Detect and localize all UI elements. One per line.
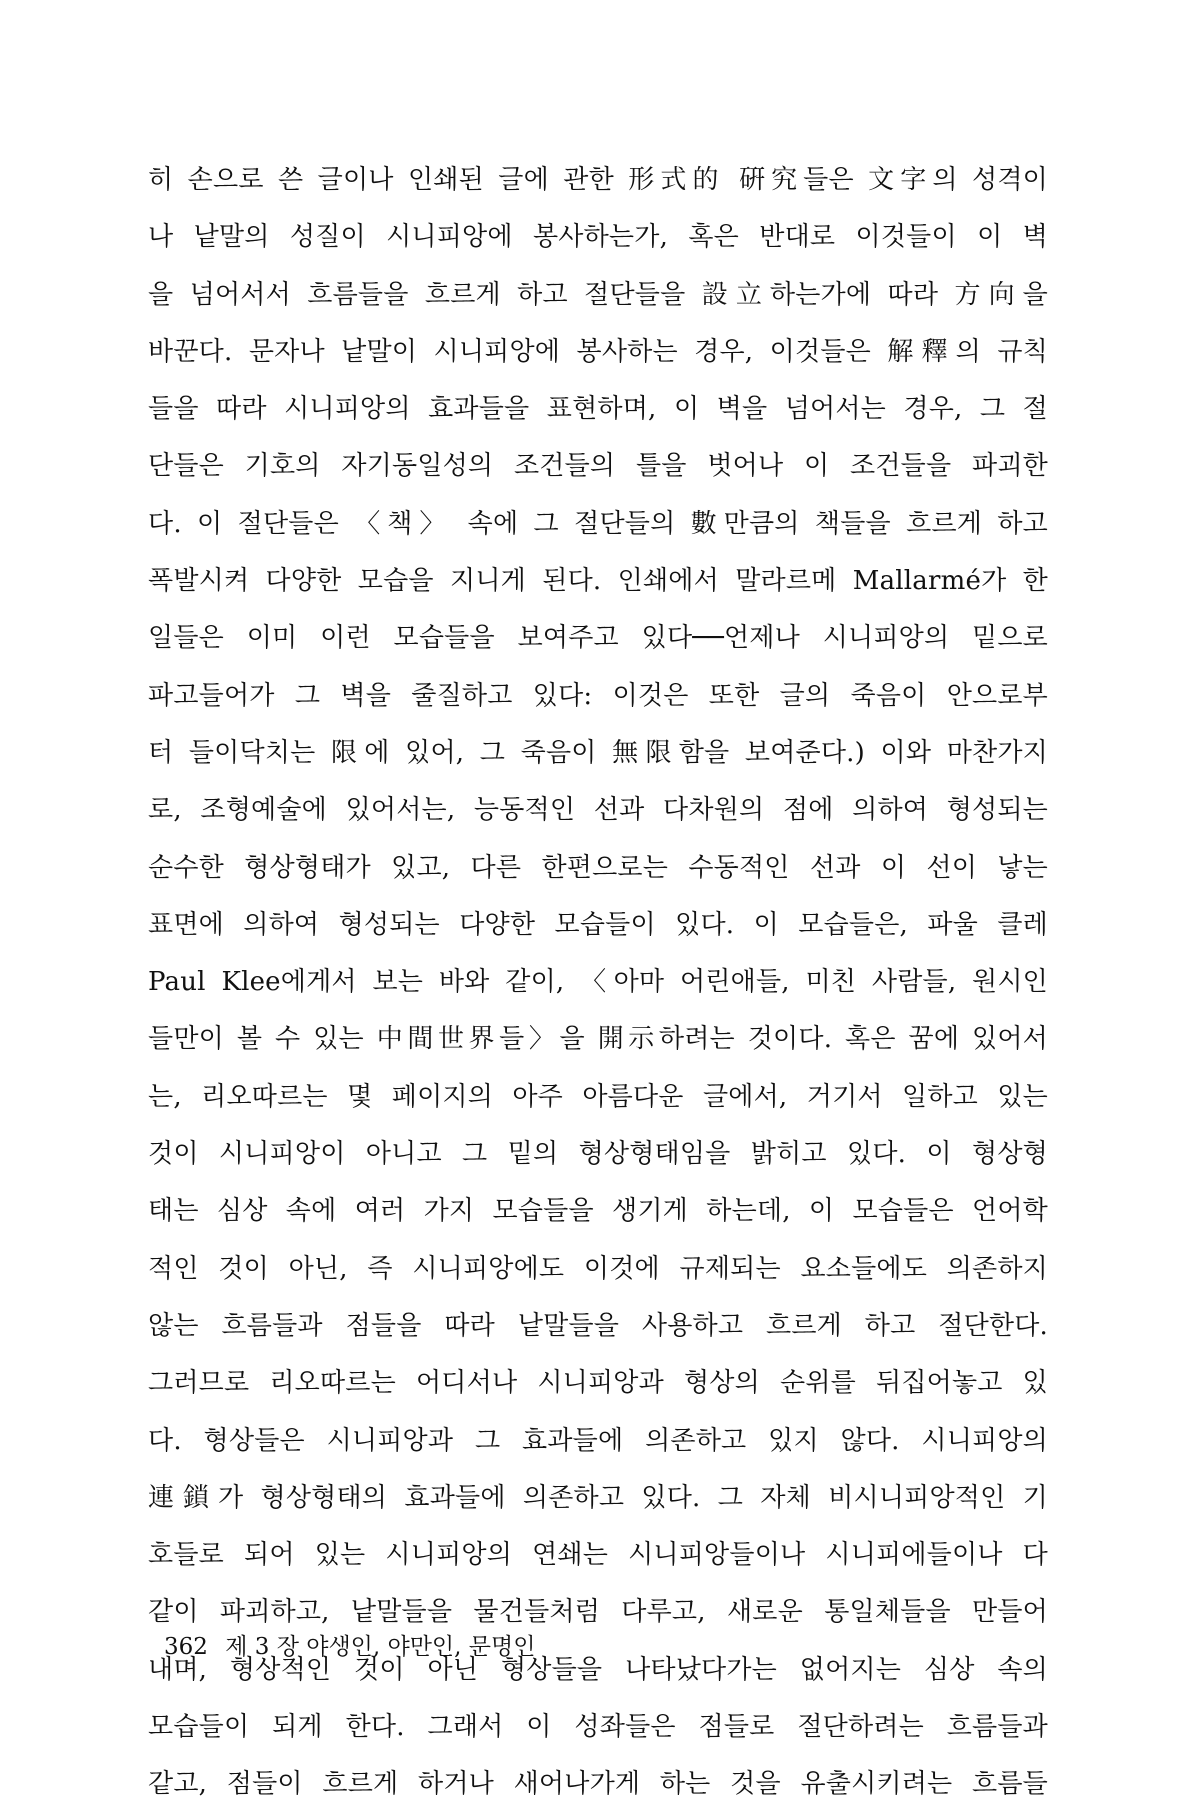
text-line: 들을 따라 시니피앙의 효과들을 표현하며, 이 벽을 넘어서는 경우, 그 절 — [148, 394, 1048, 425]
page-footer — [164, 1632, 535, 1662]
text-line: 다. 이 절단들은 〈책〉 속에 그 절단들의 數만큼의 책들을 흐르게 하고 — [148, 508, 1048, 539]
text-line: Paul Klee에게서 보는 바와 같이, 〈아마 어린애들, 미친 사람들, 원시인 — [148, 967, 1048, 998]
text-line: 나 낱말의 성질이 시니피앙에 봉사하는가, 혹은 반대로 이것들이 이 벽 — [148, 222, 1048, 253]
text-line: 들만이 볼 수 있는 中間世界들〉을 開示하려는 것이다. 혹은 꿈에 있어서 — [148, 1024, 1048, 1055]
text-line: 표면에 의하여 형성되는 다양한 모습들이 있다. 이 모습들은, 파울 클레 — [148, 909, 1048, 940]
text-line: 바꾼다. 문자나 낱말이 시니피앙에 봉사하는 경우, 이것들은 解釋의 규칙 — [148, 336, 1048, 367]
text-line: 순수한 형상형태가 있고, 다른 한편으로는 수동적인 선과 이 선이 낳는 — [148, 852, 1048, 883]
text-line: 모습들이 되게 한다. 그래서 이 성좌들은 점들로 절단하려는 흐름들과 — [148, 1712, 1048, 1743]
text-line: 같이 파괴하고, 낱말들을 물건들처럼 다루고, 새로운 통일체들을 만들어 — [148, 1597, 1048, 1628]
text-line: 을 넘어서서 흐름들을 흐르게 하고 절단들을 設立하는가에 따라 方向을 — [148, 279, 1048, 310]
text-line: 파고들어가 그 벽을 줄질하고 있다: 이것은 또한 글의 죽음이 안으로부 — [148, 680, 1048, 711]
body-text — [148, 152, 1048, 1814]
text-line: 그러므로 리오따르는 어디서나 시니피앙과 형상의 순위를 뒤집어놓고 있 — [148, 1368, 1048, 1399]
text-line: 것이 시니피앙이 아니고 그 밑의 형상형태임을 밝히고 있다. 이 형상형 — [148, 1139, 1048, 1170]
text-line: 같고, 점들이 흐르게 하거나 새어나가게 하는 것을 유출시키려는 흐름들 — [148, 1769, 1048, 1800]
text-line: 히 손으로 쓴 글이나 인쇄된 글에 관한 形式的 硏究들은 文字의 성격이 — [148, 165, 1048, 195]
text-line: 않는 흐름들과 점들을 따라 낱말들을 사용하고 흐르게 하고 절단한다. — [148, 1310, 1048, 1341]
text-line: 다. 형상들은 시니피앙과 그 효과들에 의존하고 있지 않다. 시니피앙의 — [148, 1425, 1048, 1456]
text-line: 터 들이닥치는 限에 있어, 그 죽음이 無限함을 보여준다.) 이와 마찬가지 — [148, 737, 1048, 768]
running-chapter-title: 제 3 장 야생인, 야만인, 문명인 — [225, 1634, 536, 1660]
text-line: 적인 것이 아닌, 즉 시니피앙에도 이것에 규제되는 요소들에도 의존하지 — [148, 1253, 1048, 1284]
text-line: 는, 리오따르는 몇 페이지의 아주 아름다운 글에서, 거기서 일하고 있는 — [148, 1081, 1048, 1112]
text-line: 호들로 되어 있는 시니피앙의 연쇄는 시니피앙들이나 시니피에들이나 다 — [148, 1540, 1048, 1571]
text-line: 連鎖가 형상형태의 효과들에 의존하고 있다. 그 자체 비시니피앙적인 기 — [148, 1482, 1048, 1513]
text-line: 내며, 형상적인 것이 아닌 형상들을 나타났다가는 없어지는 심상 속의 — [148, 1654, 1048, 1685]
text-line: 폭발시켜 다양한 모습을 지니게 된다. 인쇄에서 말라르메 Mallarmé가 한 — [148, 566, 1048, 597]
text-line: 단들은 기호의 자기동일성의 조건들의 틀을 벗어나 이 조건들을 파괴한 — [148, 451, 1048, 482]
text-line: 로, 조형예술에 있어서는, 능동적인 선과 다차원의 점에 의하여 형성되는 — [148, 795, 1048, 826]
text-line: 일들은 이미 이런 모습들을 보여주고 있다──언제나 시니피앙의 밑으로 — [148, 623, 1048, 654]
page-number: 362 — [164, 1634, 208, 1660]
text-line: 태는 심상 속에 여러 가지 모습들을 생기게 하는데, 이 모습들은 언어학 — [148, 1196, 1048, 1227]
